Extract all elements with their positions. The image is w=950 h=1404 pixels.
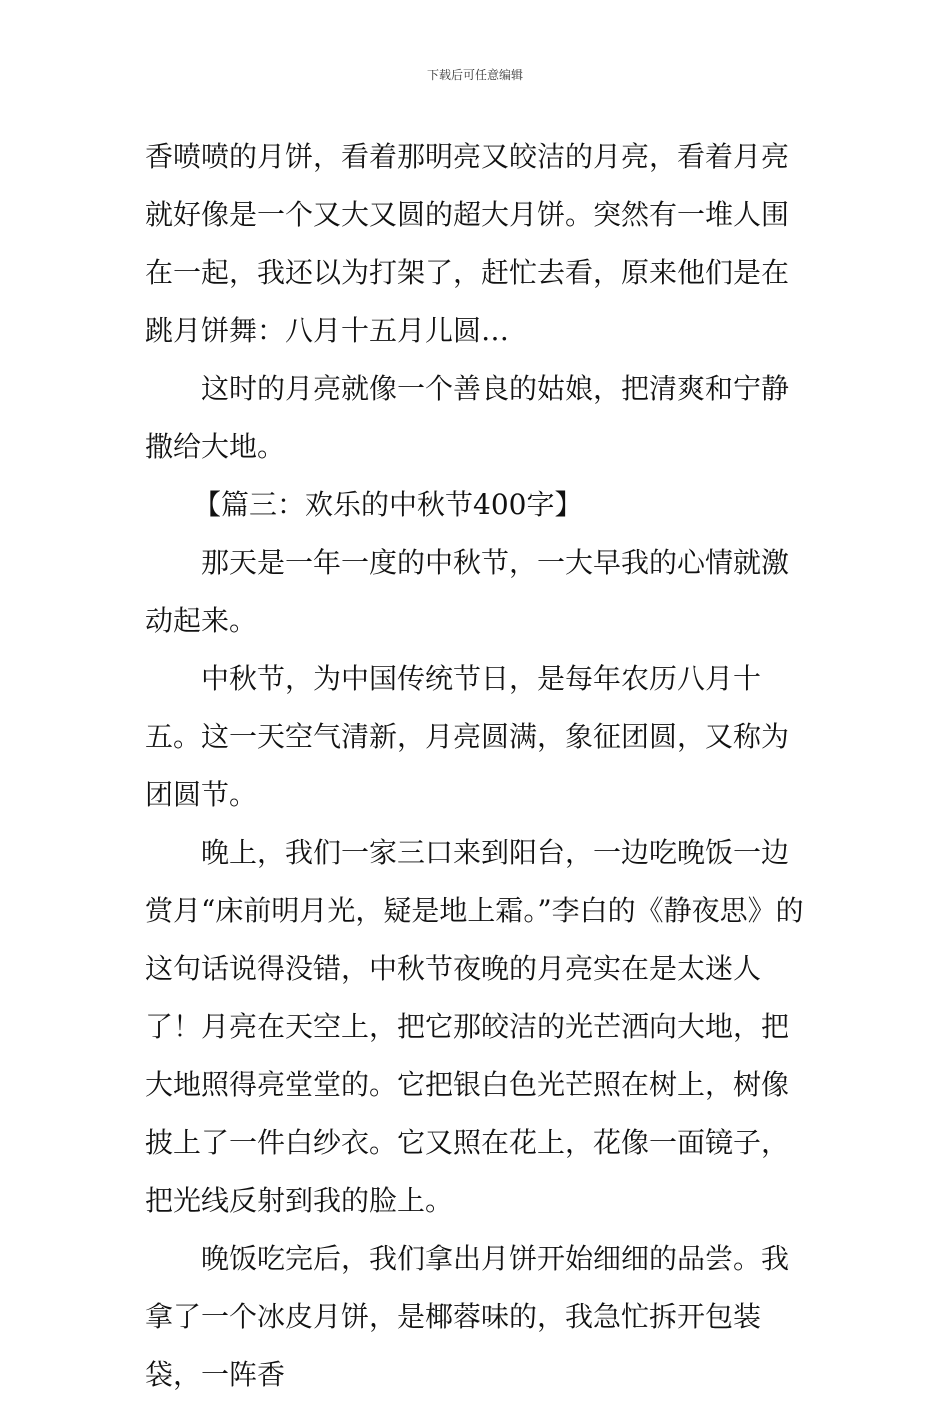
paragraph: 这时的月亮就像一个善良的姑娘，把清爽和宁静撒给大地。: [145, 372, 790, 463]
document-body: [145, 128, 810, 1404]
paragraph: 那天是一年一度的中秋节，一大早我的心情就激动起来。: [145, 546, 790, 637]
paragraph: 中秋节，为中国传统节日，是每年农历八月十五。这一天空气清新，月亮圆满，象征团圆，又称为团圆节。: [145, 662, 790, 811]
paragraph: 香喷喷的月饼，看着那明亮又皎洁的月亮，看着月亮就好像是一个又大又圆的超大月饼。突然有一堆人围在一起，我还以为打架了，赶忙去看，原来他们是在跳月饼舞：八月十五月儿圆…: [145, 140, 790, 347]
section-heading: 【篇三：欢乐的中秋节400字】: [193, 488, 583, 521]
page-header: 下载后可任意编辑: [426, 68, 523, 82]
paragraph: 晚饭吃完后，我们拿出月饼开始细细的品尝。我拿了一个冰皮月饼，是椰蓉味的，我急忙拆开包装袋，一阵香: [145, 1242, 790, 1391]
paragraph: 晚上，我们一家三口来到阳台，一边吃晚饭一边赏月“床前明月光，疑是地上霜。”李白的《静夜思》的这句话说得没错，中秋节夜晚的月亮实在是太迷人了！月亮在天空上，把它那皎洁的光芒洒向大地，把大地照得亮堂堂的。它把银白色光芒照在树上，树像披上了一件白纱衣。它又照在花上，花像一面镜子，把光线反射到我的脸上。: [145, 836, 804, 1217]
